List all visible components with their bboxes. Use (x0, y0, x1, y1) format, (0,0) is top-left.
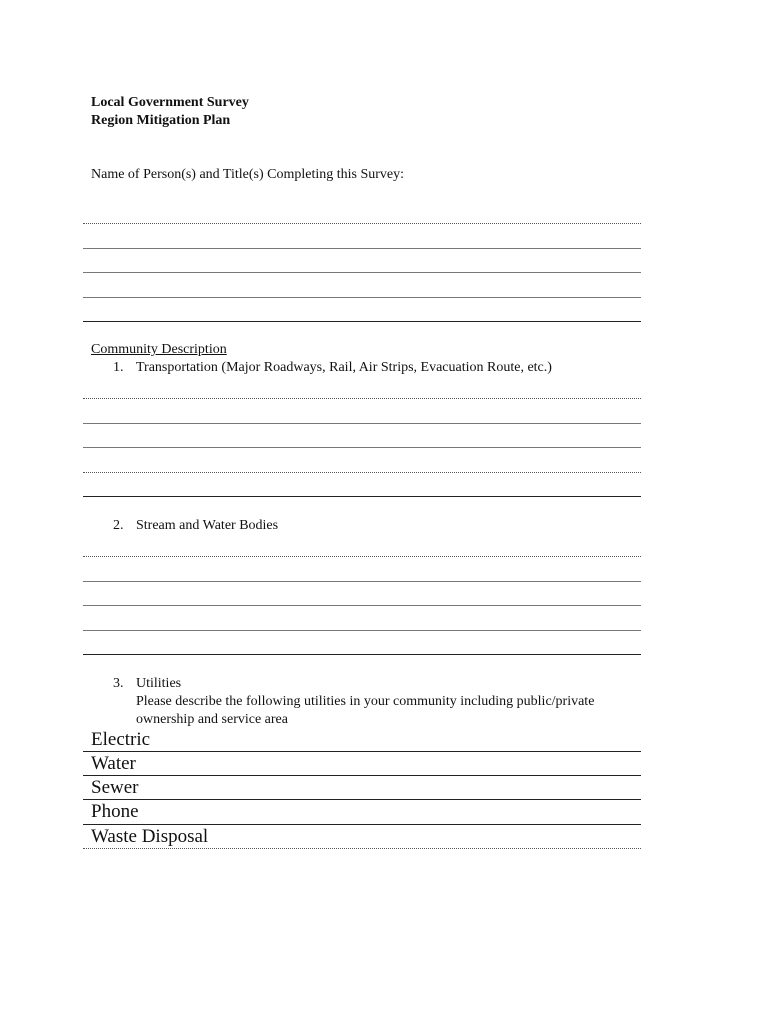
respondent-line-4[interactable] (83, 297, 641, 298)
utility-electric-label: Electric (91, 729, 151, 750)
item-2-label: Stream and Water Bodies (136, 518, 279, 533)
item-3-number: 3. (113, 676, 124, 691)
respondent-prompt: Name of Person(s) and Title(s) Completing this Survey: (91, 167, 405, 182)
utility-sewer-label: Sewer (91, 777, 139, 798)
utility-water-line[interactable] (83, 775, 641, 776)
item-3-label: Utilities (136, 676, 182, 691)
respondent-line-3[interactable] (83, 272, 641, 273)
utilities-instructions-line-2: ownership and service area (136, 712, 288, 727)
respondent-line-5[interactable] (83, 321, 641, 322)
item-1-number: 1. (113, 360, 124, 375)
item-2-number: 2. (113, 518, 124, 533)
plan-title: Region Mitigation Plan (91, 113, 231, 128)
water-bodies-line-1[interactable] (83, 556, 641, 557)
respondent-line-2[interactable] (83, 248, 641, 249)
utilities-instructions-line-1: Please describe the following utilities in your community including public/private (136, 694, 595, 709)
transportation-line-3[interactable] (83, 447, 641, 448)
utility-phone-line[interactable] (83, 824, 641, 825)
water-bodies-line-4[interactable] (83, 630, 641, 631)
survey-title: Local Government Survey (91, 95, 249, 110)
transportation-line-5[interactable] (83, 496, 641, 497)
water-bodies-line-5[interactable] (83, 654, 641, 655)
respondent-line-1[interactable] (83, 223, 641, 224)
utility-phone-label: Phone (91, 801, 139, 822)
utility-electric-line[interactable] (83, 751, 641, 752)
utility-water-label: Water (91, 753, 136, 774)
water-bodies-line-2[interactable] (83, 581, 641, 582)
transportation-line-4[interactable] (83, 472, 641, 473)
utility-sewer-line[interactable] (83, 799, 641, 800)
utility-waste-disposal-line[interactable] (83, 848, 641, 849)
transportation-line-1[interactable] (83, 398, 641, 399)
water-bodies-line-3[interactable] (83, 605, 641, 606)
item-1-label: Transportation (Major Roadways, Rail, Air Strips, Evacuation Route, etc.) (136, 360, 552, 375)
community-heading: Community Description (91, 342, 227, 357)
utility-waste-disposal-label: Waste Disposal (91, 826, 209, 847)
transportation-line-2[interactable] (83, 423, 641, 424)
